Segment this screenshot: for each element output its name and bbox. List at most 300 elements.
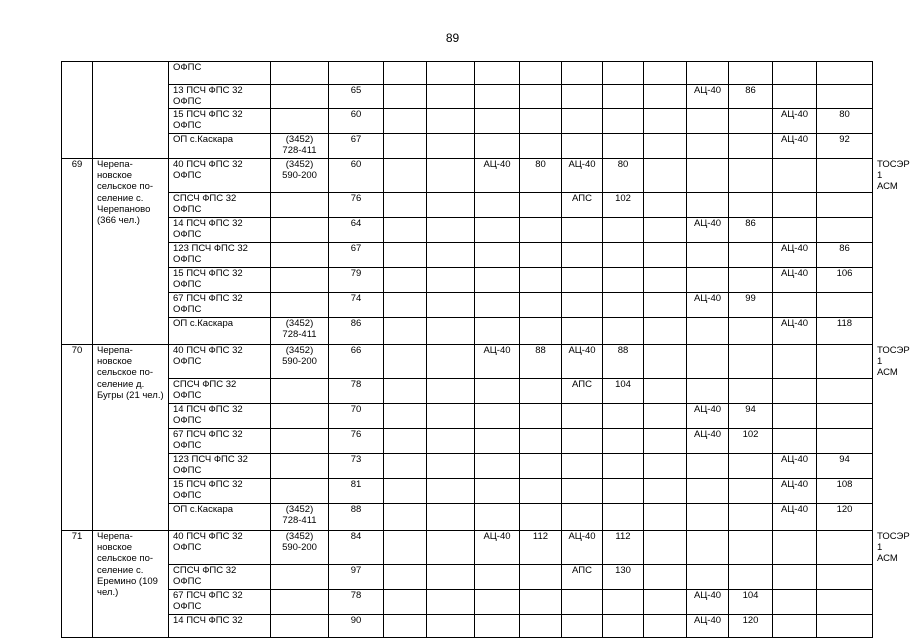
phone-cell: (3452) 590-200	[271, 159, 329, 193]
table-row	[62, 218, 873, 243]
table-row	[62, 318, 873, 345]
value-cell	[475, 243, 520, 268]
fire-dispatch-table	[61, 61, 910, 638]
value-cell	[562, 109, 603, 134]
value-cell	[603, 429, 644, 454]
table-row	[62, 85, 873, 109]
value-cell: АЦ-40	[773, 454, 817, 479]
value-cell: 80	[520, 159, 562, 193]
value-cell	[687, 243, 729, 268]
value-cell	[427, 454, 475, 479]
value-cell	[427, 159, 475, 193]
value-cell: 108	[817, 479, 873, 504]
unit-cell: 14 ПСЧ ФПС 32 ОФПС	[169, 404, 271, 429]
value-cell	[687, 504, 729, 531]
value-cell	[644, 479, 687, 504]
value-cell	[384, 565, 427, 590]
value-cell	[687, 159, 729, 193]
value-cell	[475, 590, 520, 615]
value-cell: 94	[729, 404, 773, 429]
value-cell: АЦ-40	[475, 159, 520, 193]
value-cell	[475, 109, 520, 134]
value-cell	[520, 193, 562, 218]
value-cell: АЦ-40	[773, 134, 817, 159]
table-row	[62, 504, 873, 531]
value-cell	[817, 293, 873, 318]
value-cell: АЦ-40	[687, 590, 729, 615]
value-cell	[520, 429, 562, 454]
time-cell: 60	[329, 109, 384, 134]
value-cell	[384, 62, 427, 85]
value-cell	[427, 404, 475, 429]
value-cell	[384, 429, 427, 454]
value-cell	[427, 62, 475, 85]
value-cell: АЦ-40	[562, 345, 603, 379]
value-cell: 112	[520, 531, 562, 565]
value-cell	[644, 134, 687, 159]
value-cell	[603, 218, 644, 243]
value-cell	[427, 479, 475, 504]
value-cell	[475, 404, 520, 429]
time-cell: 84	[329, 531, 384, 565]
value-cell	[773, 429, 817, 454]
time-cell: 76	[329, 193, 384, 218]
value-cell	[384, 268, 427, 293]
municipality-cell	[93, 62, 169, 159]
table-row	[62, 479, 873, 504]
phone-cell	[271, 565, 329, 590]
value-cell	[384, 590, 427, 615]
value-cell	[427, 379, 475, 404]
time-cell: 88	[329, 504, 384, 531]
value-cell	[384, 293, 427, 318]
phone-cell	[271, 590, 329, 615]
municipality-cell: Черепа-новское сельское по-селение с. Еремино (109 чел.)	[93, 531, 169, 638]
value-cell	[687, 109, 729, 134]
value-cell	[520, 243, 562, 268]
value-cell	[644, 565, 687, 590]
time-cell: 86	[329, 318, 384, 345]
table-row	[62, 615, 873, 638]
value-cell	[520, 479, 562, 504]
value-cell	[520, 268, 562, 293]
table-row	[62, 268, 873, 293]
phone-cell: (3452) 590-200	[271, 531, 329, 565]
value-cell	[520, 134, 562, 159]
value-cell	[562, 615, 603, 638]
value-cell: АЦ-40	[687, 293, 729, 318]
value-cell	[729, 504, 773, 531]
value-cell: 112	[603, 531, 644, 565]
phone-cell	[271, 193, 329, 218]
value-cell	[520, 293, 562, 318]
value-cell: 102	[729, 429, 773, 454]
value-cell	[562, 268, 603, 293]
value-cell	[644, 109, 687, 134]
value-cell	[644, 504, 687, 531]
unit-cell: ОФПС	[169, 62, 271, 85]
value-cell	[384, 109, 427, 134]
phone-cell: (3452) 728-411	[271, 134, 329, 159]
value-cell	[773, 615, 817, 638]
value-cell	[562, 293, 603, 318]
phone-cell	[271, 479, 329, 504]
table-row	[62, 109, 873, 134]
phone-cell	[271, 454, 329, 479]
value-cell: АЦ-40	[687, 85, 729, 109]
value-cell	[475, 429, 520, 454]
value-cell: 86	[729, 218, 773, 243]
row-number: 70	[62, 345, 93, 531]
value-cell: АЦ-40	[687, 218, 729, 243]
value-cell	[475, 479, 520, 504]
value-cell	[773, 379, 817, 404]
value-cell	[603, 615, 644, 638]
value-cell	[427, 85, 475, 109]
unit-cell: 14 ПСЧ ФПС 32	[169, 615, 271, 638]
value-cell	[475, 85, 520, 109]
value-cell	[773, 531, 817, 565]
value-cell	[520, 62, 562, 85]
value-cell	[520, 379, 562, 404]
unit-cell: 15 ПСЧ ФПС 32 ОФПС	[169, 479, 271, 504]
value-cell	[773, 159, 817, 193]
value-cell	[729, 268, 773, 293]
value-cell: АЦ-40	[475, 345, 520, 379]
value-cell	[603, 293, 644, 318]
unit-cell: 40 ПСЧ ФПС 32 ОФПС	[169, 345, 271, 379]
value-cell	[817, 404, 873, 429]
row-number: 69	[62, 159, 93, 345]
value-cell	[644, 615, 687, 638]
value-cell	[427, 504, 475, 531]
phone-cell	[271, 615, 329, 638]
value-cell	[603, 504, 644, 531]
value-cell: АЦ-40	[562, 159, 603, 193]
value-cell	[817, 379, 873, 404]
value-cell: АЦ-40	[773, 479, 817, 504]
value-cell	[644, 85, 687, 109]
value-cell: 99	[729, 293, 773, 318]
value-cell	[427, 218, 475, 243]
unit-cell: ОП с.Каскара	[169, 318, 271, 345]
value-cell	[562, 429, 603, 454]
value-cell: 104	[729, 590, 773, 615]
value-cell: АПС	[562, 379, 603, 404]
table-row	[62, 293, 873, 318]
value-cell	[687, 268, 729, 293]
value-cell: 80	[817, 109, 873, 134]
value-cell	[562, 62, 603, 85]
value-cell	[384, 479, 427, 504]
value-cell	[644, 268, 687, 293]
value-cell	[475, 454, 520, 479]
value-cell	[644, 590, 687, 615]
value-cell	[687, 193, 729, 218]
value-cell	[687, 318, 729, 345]
value-cell: АЦ-40	[773, 243, 817, 268]
row-number: 71	[62, 531, 93, 638]
value-cell	[475, 504, 520, 531]
value-cell	[729, 62, 773, 85]
time-cell: 90	[329, 615, 384, 638]
value-cell	[520, 565, 562, 590]
value-cell	[817, 565, 873, 590]
time-cell: 78	[329, 590, 384, 615]
value-cell	[687, 134, 729, 159]
value-cell: 86	[817, 243, 873, 268]
value-cell: 92	[817, 134, 873, 159]
value-cell	[729, 479, 773, 504]
value-cell	[603, 404, 644, 429]
value-cell: 106	[817, 268, 873, 293]
time-cell: 81	[329, 479, 384, 504]
time-cell: 76	[329, 429, 384, 454]
value-cell	[644, 429, 687, 454]
value-cell: 118	[817, 318, 873, 345]
value-cell	[427, 565, 475, 590]
time-cell: 97	[329, 565, 384, 590]
phone-cell: (3452) 728-411	[271, 318, 329, 345]
value-cell	[817, 218, 873, 243]
value-cell	[384, 504, 427, 531]
value-cell: 120	[817, 504, 873, 531]
value-cell: АЦ-40	[562, 531, 603, 565]
value-cell	[384, 218, 427, 243]
value-cell	[562, 479, 603, 504]
municipality-cell: Черепа-новское сельское по-селение д. Бугры (21 чел.)	[93, 345, 169, 531]
value-cell	[817, 429, 873, 454]
value-cell: 102	[603, 193, 644, 218]
value-cell	[520, 590, 562, 615]
value-cell	[773, 85, 817, 109]
unit-cell: СПСЧ ФПС 32 ОФПС	[169, 193, 271, 218]
value-cell: 120	[729, 615, 773, 638]
value-cell	[520, 218, 562, 243]
time-cell: 70	[329, 404, 384, 429]
value-cell	[384, 134, 427, 159]
value-cell	[603, 109, 644, 134]
unit-cell: 40 ПСЧ ФПС 32 ОФПС	[169, 531, 271, 565]
value-cell	[729, 345, 773, 379]
value-cell	[729, 531, 773, 565]
page-number: 89	[445, 31, 460, 45]
value-cell: 88	[603, 345, 644, 379]
value-cell	[427, 193, 475, 218]
table-row	[62, 243, 873, 268]
value-cell	[817, 345, 873, 379]
phone-cell: (3452) 728-411	[271, 504, 329, 531]
value-cell: АЦ-40	[773, 268, 817, 293]
value-cell	[384, 615, 427, 638]
value-cell: АЦ-40	[687, 615, 729, 638]
unit-cell: ОП с.Каскара	[169, 504, 271, 531]
value-cell	[520, 318, 562, 345]
value-cell	[644, 454, 687, 479]
value-cell	[603, 134, 644, 159]
value-cell	[644, 218, 687, 243]
value-cell	[427, 134, 475, 159]
value-cell	[729, 318, 773, 345]
value-cell	[427, 345, 475, 379]
table-row	[62, 565, 873, 590]
value-cell	[562, 318, 603, 345]
value-cell	[644, 345, 687, 379]
time-cell: 64	[329, 218, 384, 243]
municipality-cell: Черепа-новское сельское по-селение с. Черепаново (366 чел.)	[93, 159, 169, 345]
value-cell	[475, 615, 520, 638]
table-row: 71 Черепа-новское сельское по-селение с. Еремино (109 чел.) 40 ПСЧ ФПС 32 ОФПС (3452) 590-200 84 АЦ-40 112 АЦ-40 112 ТОСЭР 1 АСМ	[62, 531, 873, 565]
value-cell	[562, 243, 603, 268]
phone-cell	[271, 109, 329, 134]
value-cell	[644, 243, 687, 268]
row-number	[62, 62, 93, 159]
unit-cell: 40 ПСЧ ФПС 32 ОФПС	[169, 159, 271, 193]
value-cell: АЦ-40	[773, 318, 817, 345]
table-row	[62, 193, 873, 218]
value-cell	[687, 565, 729, 590]
value-cell	[773, 293, 817, 318]
phone-cell	[271, 293, 329, 318]
unit-cell: 15 ПСЧ ФПС 32 ОФПС	[169, 109, 271, 134]
value-cell	[427, 109, 475, 134]
value-cell	[817, 590, 873, 615]
value-cell	[475, 318, 520, 345]
value-cell	[384, 318, 427, 345]
value-cell	[603, 268, 644, 293]
value-cell	[729, 379, 773, 404]
value-cell	[562, 218, 603, 243]
value-cell	[427, 243, 475, 268]
value-cell	[773, 404, 817, 429]
value-cell: 130	[603, 565, 644, 590]
value-cell	[520, 85, 562, 109]
value-cell	[644, 62, 687, 85]
unit-cell: ОП с.Каскара	[169, 134, 271, 159]
value-cell	[475, 268, 520, 293]
value-cell: 80	[603, 159, 644, 193]
value-cell	[520, 404, 562, 429]
table-row	[62, 379, 873, 404]
value-cell	[687, 62, 729, 85]
value-cell	[520, 504, 562, 531]
time-cell: 60	[329, 159, 384, 193]
unit-cell: СПСЧ ФПС 32 ОФПС	[169, 379, 271, 404]
phone-cell	[271, 268, 329, 293]
unit-cell: 14 ПСЧ ФПС 32 ОФПС	[169, 218, 271, 243]
value-cell: АЦ-40	[687, 404, 729, 429]
value-cell	[687, 479, 729, 504]
value-cell	[562, 134, 603, 159]
value-cell	[475, 134, 520, 159]
table-row	[62, 62, 873, 85]
value-cell	[475, 379, 520, 404]
unit-cell: 123 ПСЧ ФПС 32 ОФПС	[169, 454, 271, 479]
value-cell	[562, 590, 603, 615]
value-cell	[562, 504, 603, 531]
value-cell	[475, 218, 520, 243]
table-row	[62, 590, 873, 615]
unit-cell: 67 ПСЧ ФПС 32 ОФПС	[169, 590, 271, 615]
value-cell	[817, 85, 873, 109]
value-cell	[644, 404, 687, 429]
time-cell: 65	[329, 85, 384, 109]
value-cell	[773, 193, 817, 218]
value-cell	[475, 293, 520, 318]
value-cell	[520, 454, 562, 479]
value-cell	[475, 62, 520, 85]
table-row	[62, 134, 873, 159]
phone-cell	[271, 62, 329, 85]
value-cell	[817, 615, 873, 638]
phone-cell: (3452) 590-200	[271, 345, 329, 379]
value-cell	[427, 531, 475, 565]
value-cell	[475, 193, 520, 218]
value-cell	[520, 109, 562, 134]
value-cell	[773, 218, 817, 243]
unit-cell: 67 ПСЧ ФПС 32 ОФПС	[169, 293, 271, 318]
value-cell: АЦ-40	[773, 109, 817, 134]
value-cell	[427, 293, 475, 318]
value-cell	[603, 590, 644, 615]
unit-cell: СПСЧ ФПС 32 ОФПС	[169, 565, 271, 590]
unit-cell: 123 ПСЧ ФПС 32 ОФПС	[169, 243, 271, 268]
value-cell	[603, 243, 644, 268]
time-cell: 74	[329, 293, 384, 318]
value-cell	[773, 345, 817, 379]
value-cell	[384, 531, 427, 565]
phone-cell	[271, 379, 329, 404]
table-row	[62, 454, 873, 479]
value-cell: АПС	[562, 193, 603, 218]
value-cell	[384, 243, 427, 268]
value-cell: АЦ-40	[773, 504, 817, 531]
table-row: 69 Черепа-новское сельское по-селение с. Черепаново (366 чел.) 40 ПСЧ ФПС 32 ОФПС (3452) 590-200 60 АЦ-40 80 АЦ-40 80 ТОСЭР 1 АСМ	[62, 159, 873, 193]
value-cell	[475, 565, 520, 590]
value-cell	[644, 293, 687, 318]
value-cell	[773, 62, 817, 85]
value-cell	[644, 193, 687, 218]
time-cell: 79	[329, 268, 384, 293]
value-cell	[384, 454, 427, 479]
value-cell	[427, 590, 475, 615]
value-cell	[603, 479, 644, 504]
value-cell: АЦ-40	[475, 531, 520, 565]
time-cell: 67	[329, 134, 384, 159]
phone-cell	[271, 243, 329, 268]
value-cell	[729, 193, 773, 218]
value-cell	[562, 85, 603, 109]
value-cell: 86	[729, 85, 773, 109]
value-cell: 88	[520, 345, 562, 379]
table-row: 70 Черепа-новское сельское по-селение д. Бугры (21 чел.) 40 ПСЧ ФПС 32 ОФПС (3452) 590-200 66 АЦ-40 88 АЦ-40 88 ТОСЭР 1 АСМ	[62, 345, 873, 379]
phone-cell	[271, 404, 329, 429]
value-cell	[384, 404, 427, 429]
value-cell	[729, 159, 773, 193]
value-cell	[384, 85, 427, 109]
value-cell	[729, 243, 773, 268]
value-cell	[562, 404, 603, 429]
value-cell	[729, 109, 773, 134]
value-cell	[817, 193, 873, 218]
value-cell	[687, 345, 729, 379]
value-cell	[773, 565, 817, 590]
value-cell	[729, 454, 773, 479]
phone-cell	[271, 218, 329, 243]
value-cell	[427, 429, 475, 454]
time-cell: 78	[329, 379, 384, 404]
value-cell	[520, 615, 562, 638]
